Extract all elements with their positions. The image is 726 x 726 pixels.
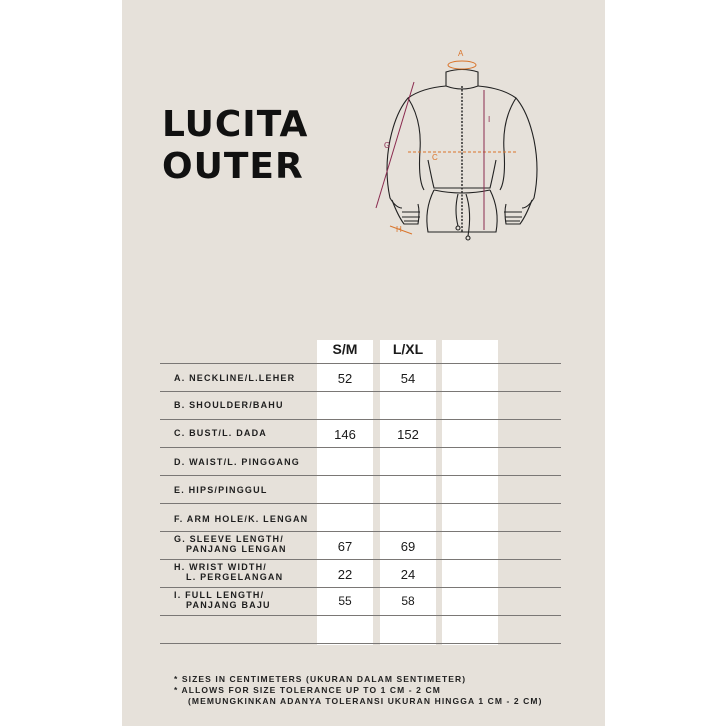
value-lxl: 58 — [401, 594, 415, 608]
note-line-2: * ALLOWS FOR SIZE TOLERANCE UP TO 1 CM - 2 CM — [174, 685, 441, 695]
diagram-label-a: A — [458, 49, 464, 58]
table-row — [160, 363, 561, 391]
jacket-diagram — [362, 40, 542, 250]
row-label: F. ARM HOLE/K. LENGAN — [174, 514, 309, 524]
table-row — [160, 475, 561, 503]
product-title — [162, 104, 308, 188]
diagram-label-g: G — [384, 141, 391, 150]
row-label-line-1: G. SLEEVE LENGTH/ — [174, 534, 284, 544]
diagram-label-i: I — [488, 115, 491, 124]
row-divider — [160, 643, 561, 644]
row-label-line-2: PANJANG LENGAN — [186, 544, 287, 554]
row-label: A. NECKLINE/L.LEHER — [174, 373, 296, 383]
row-label-line-1: H. WRIST WIDTH/ — [174, 562, 267, 572]
note-line-1: * SIZES IN CENTIMETERS (UKURAN DALAM SENTIMETER) — [174, 674, 467, 684]
value-sm: 52 — [337, 371, 353, 386]
table-row — [160, 391, 561, 419]
table-row — [160, 615, 561, 643]
table-row — [160, 419, 561, 447]
jacket-outline — [387, 70, 537, 241]
value-sm: 55 — [338, 594, 352, 608]
row-label: B. SHOULDER/BAHU — [174, 400, 284, 410]
size-notes — [174, 674, 543, 707]
row-label-line-2: PANJANG BAJU — [186, 600, 271, 610]
neckline-measure — [448, 61, 476, 69]
table-row — [160, 559, 561, 587]
row-label: C. BUST/L. DADA — [174, 428, 267, 438]
size-chart-card — [122, 0, 605, 726]
sleeve-length-measure — [376, 82, 414, 208]
table-row — [160, 531, 561, 559]
table-row — [160, 503, 561, 531]
note-line-3: (MEMUNGKINKAN ADANYA TOLERANSI UKURAN HINGGA 1 CM - 2 CM) — [188, 696, 543, 706]
value-lxl: 69 — [400, 539, 416, 554]
table-row — [160, 587, 561, 615]
row-label: D. WAIST/L. PINGGANG — [174, 457, 301, 467]
value-lxl: 54 — [400, 371, 416, 386]
title-line-1: LUCITA — [162, 104, 309, 145]
row-label-line-2: L. PERGELANGAN — [186, 572, 284, 582]
value-sm: 146 — [334, 427, 356, 442]
value-lxl: 152 — [397, 427, 419, 442]
table-row — [160, 447, 561, 475]
diagram-label-c: C — [432, 153, 438, 162]
row-label: E. HIPS/PINGGUL — [174, 485, 268, 495]
title-line-2: OUTER — [162, 146, 304, 187]
diagram-label-h: H — [396, 225, 402, 234]
header-sm: S/M — [332, 341, 358, 357]
value-lxl: 24 — [400, 567, 416, 582]
value-sm: 67 — [337, 539, 353, 554]
row-label-line-1: I. FULL LENGTH/ — [174, 590, 265, 600]
value-sm: 22 — [337, 567, 353, 582]
header-lxl: L/XL — [392, 341, 424, 357]
